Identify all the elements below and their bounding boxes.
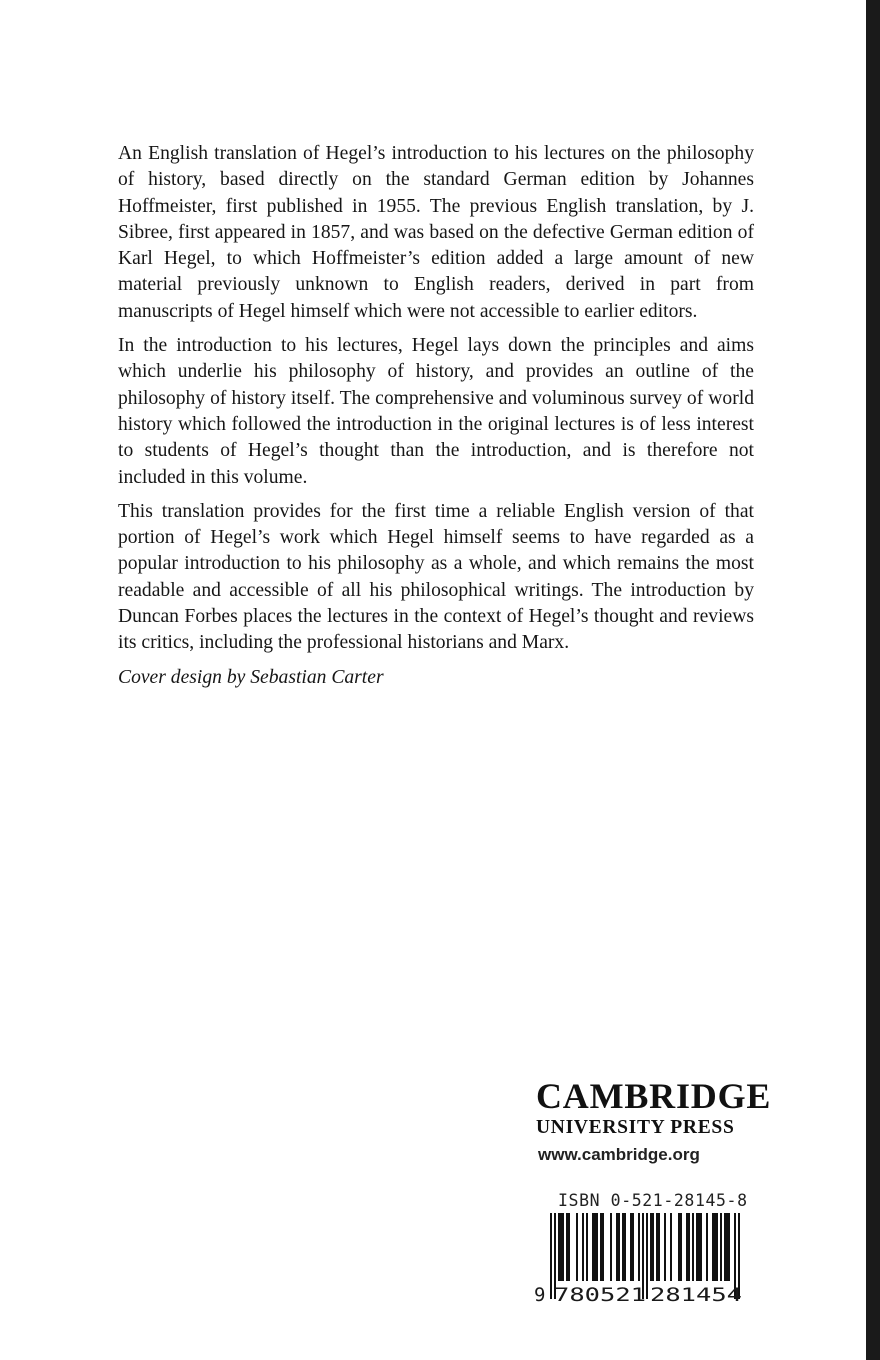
barcode-bar [568,1213,570,1281]
barcode-bar [692,1213,694,1281]
barcode-bar [550,1213,552,1299]
publisher-url: www.cambridge.org [538,1145,700,1164]
barcode-bar [596,1213,598,1281]
barcode-bar [728,1213,730,1281]
barcode-bar [698,1213,700,1281]
barcode-bar [582,1213,584,1281]
barcode-bar [688,1213,690,1281]
barcode-bar [716,1213,718,1281]
barcode-bar [592,1213,594,1281]
barcode-bar [562,1213,564,1281]
barcode-left-digits: 780521 [554,1284,646,1305]
barcode-bar [670,1213,672,1281]
page-edge-shadow [866,0,880,1360]
barcode-right-digits: 281454 [650,1284,742,1305]
barcode-first-digit: 9 [534,1284,546,1305]
barcode-bar [686,1213,688,1281]
barcode-bar [622,1213,624,1281]
barcode-bar [566,1213,568,1281]
barcode-bar [638,1213,640,1281]
barcode-bar [664,1213,666,1281]
blurb-text [118,141,754,699]
blurb-paragraph-1: An English translation of Hegel’s introduction to his lectures on the philosophy of history, based directly on the standard German edition by Johannes Hoffmeister, first published in 1955. The previous English translation, by J. Sibree, first appeared in 1857, and was based on the defective German edition of Karl Hegel, to which Hoffmeister’s edition added a large amount of new material previously unknown to English readers, derived in part from manuscripts of Hegel himself which were not accessible to earlier editors. [118,143,754,322]
barcode-bar [696,1213,698,1281]
barcode-bar [576,1213,578,1281]
barcode [532,1213,754,1305]
barcode-bar [650,1213,652,1281]
barcode-bar [706,1213,708,1281]
barcode-bar [594,1213,596,1281]
isbn-label: ISBN 0-521-28145-8 [558,1191,748,1210]
barcode-bar [720,1213,722,1281]
barcode-bar [632,1213,634,1281]
barcode-bar [656,1213,658,1281]
barcode-bar [586,1213,588,1281]
barcode-bar [680,1213,682,1281]
barcode-bar [700,1213,702,1281]
barcode-bar [658,1213,660,1281]
barcode-bar [714,1213,716,1281]
barcode-graphic [532,1213,754,1305]
barcode-bar [678,1213,680,1281]
barcode-bar [600,1213,602,1281]
publisher-logo [536,1076,771,1140]
barcode-bar [712,1213,714,1281]
barcode-bar [724,1213,726,1281]
barcode-bar [560,1213,562,1281]
barcode-bar [726,1213,728,1281]
barcode-bar [616,1213,618,1281]
barcode-bar [630,1213,632,1281]
barcode-bar [624,1213,626,1281]
barcode-bar [652,1213,654,1281]
barcode-bar [646,1213,648,1299]
barcode-bar [610,1213,612,1281]
publisher-name: CAMBRIDGE [536,1076,772,1116]
barcode-bar [558,1213,560,1281]
blurb-paragraph-3: This translation provides for the first time a reliable English version of that portion of Hegel’s work which Hegel himself seems to have regarded as a popular introduction to his philosophy as a whole, and which remains the most readable and accessible of all his philosophical writings. The introduction by Duncan Forbes places the lectures in the context of Hegel’s thought and reviews its critics, including the professional historians and Marx. [118,500,754,654]
cover-design-credit: Cover design by Sebastian Carter [118,666,384,688]
barcode-bar [618,1213,620,1281]
barcode-bar [602,1213,604,1281]
blurb-paragraph-2: In the introduction to his lectures, Hegel lays down the principles and aims which underlie his philosophy of history, and provides an outline of the philosophy of history itself. The comprehensive and voluminous survey of world history which followed the introduction in the original lectures is of less interest to students of Hegel’s thought than the introduction, and is therefore not included in this volume. [118,335,754,488]
publisher-subtitle: UNIVERSITY PRESS [536,1117,735,1138]
